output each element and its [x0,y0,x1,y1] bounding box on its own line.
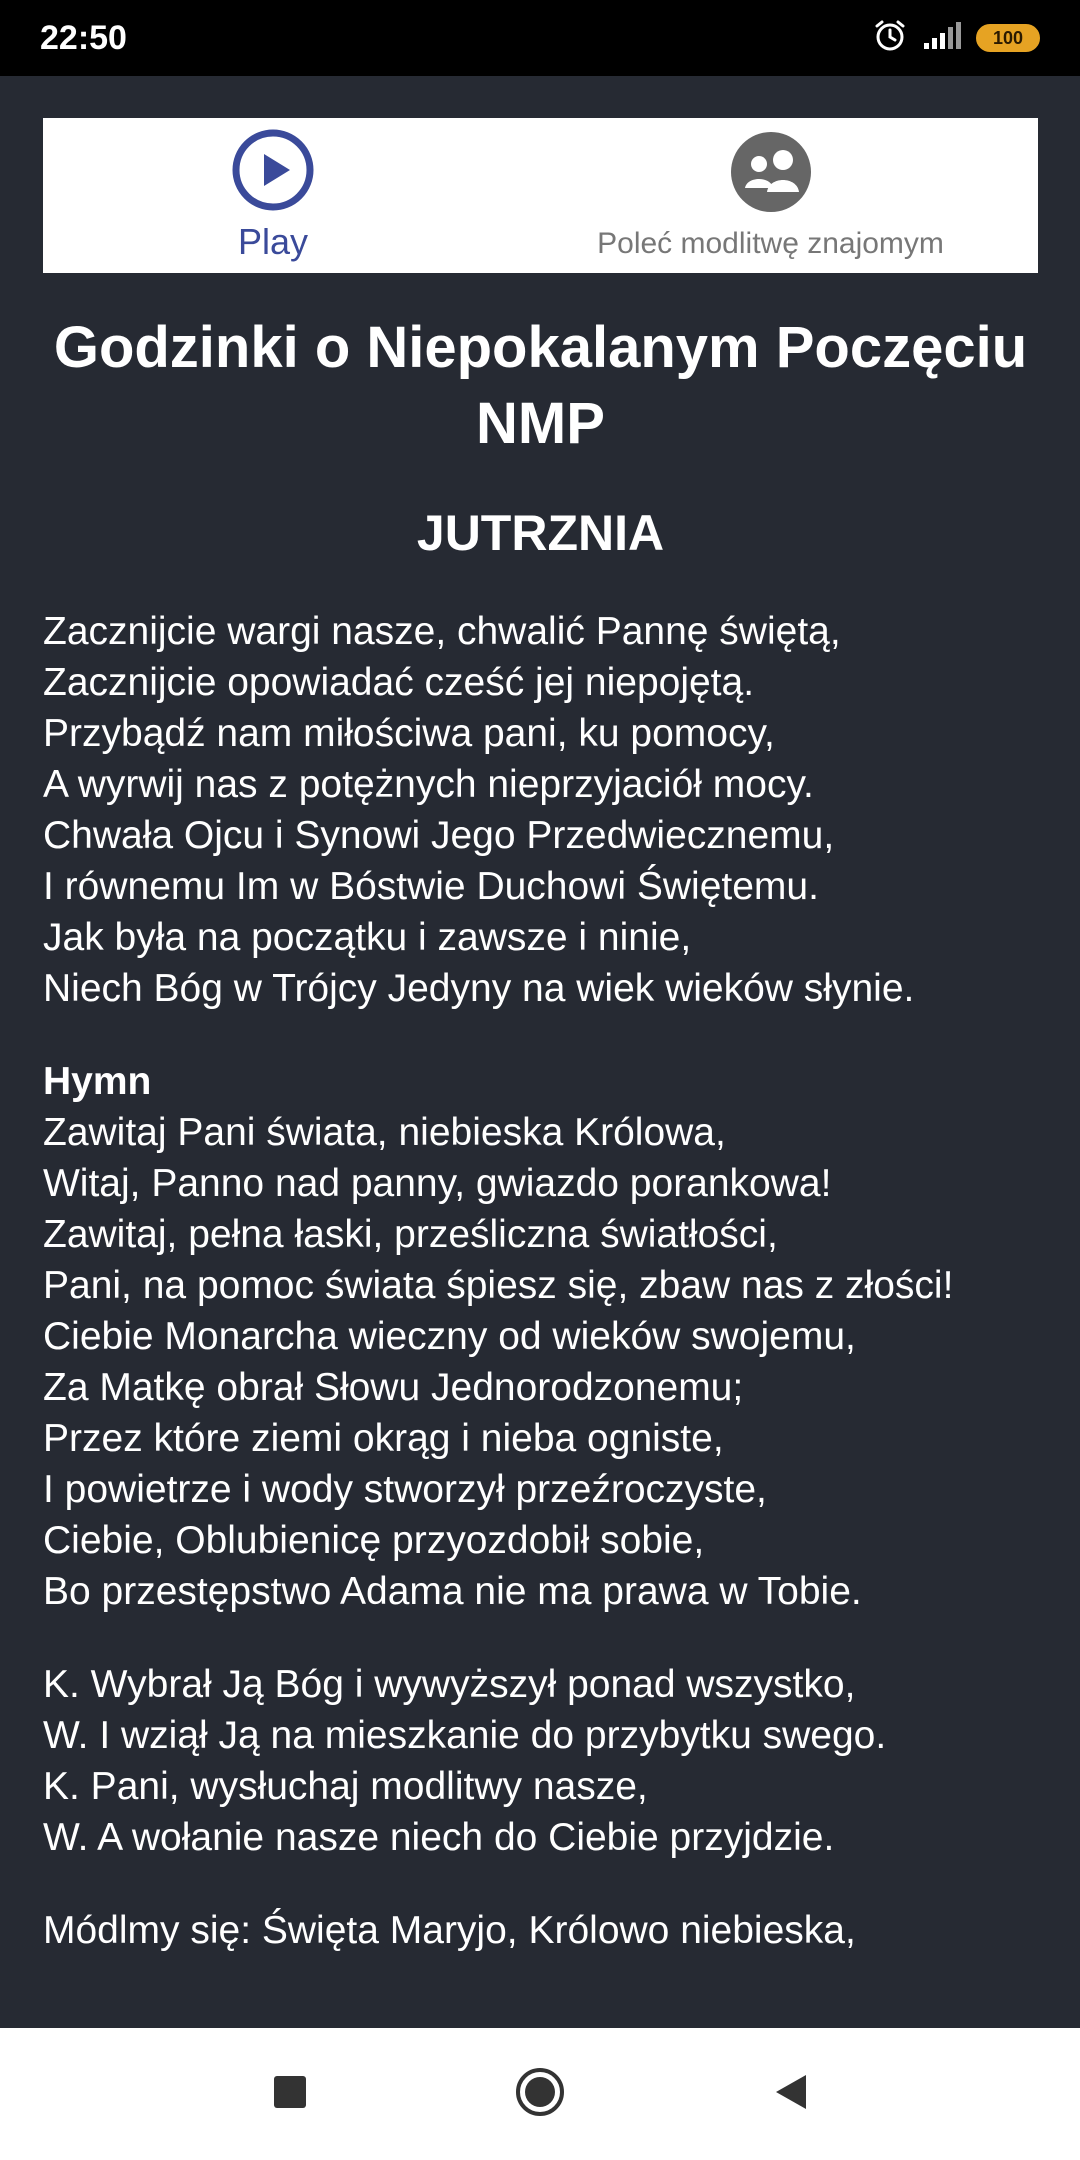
status-icons [872,18,1040,59]
prayer-content[interactable] [43,300,1038,2025]
home-button[interactable] [510,2064,570,2124]
recents-button[interactable] [260,2064,320,2124]
verse-line: Niech Bóg w Trójcy Jedyny na wiek wieków słynie. [43,967,915,1010]
verse-line: Witaj, Panno nad panny, gwiazdo porankowa! [43,1162,832,1205]
section-title: JUTRZNIA [416,505,665,561]
people-share-icon [729,130,813,219]
signal-icon [922,21,962,56]
versicle-line: W. I wziął Ją na mieszkanie do przybytku swego. [43,1714,887,1757]
hymn-stanza [43,1056,1038,1617]
status-time: 22:50 [40,18,127,57]
verse-line: Zawitaj Pani świata, niebieska Królowa, [43,1111,726,1154]
action-bar [43,118,1038,273]
home-circle-icon [514,2066,566,2123]
versicle-line: K. Pani, wysłuchaj modlitwy nasze, [43,1765,648,1808]
verse-line: Zacznijcie opowiadać cześć jej niepojętą. [43,661,755,704]
verse-line: Jak była na początku i zawsze i ninie, [43,916,692,959]
verse-line: Przez które ziemi okrąg i nieba ogniste, [43,1417,724,1460]
verse-line: Chwała Ojcu i Synowi Jego Przedwiecznemu, [43,814,835,857]
play-button[interactable] [43,118,503,273]
alarm-icon [872,18,908,59]
share-label: Poleć modlitwę znajomym [597,227,944,260]
system-nav-bar [0,2028,1080,2160]
verse-line: Zawitaj, pełna łaski, prześliczna światłości, [43,1213,778,1256]
verse-line: Zacznijcie wargi nasze, chwalić Pannę świętą, [43,610,841,653]
recents-square-icon [272,2074,308,2115]
versicle-line: W. A wołanie nasze niech do Ciebie przyjdzie. [43,1816,835,1859]
page-title: Godzinki o Niepokalanym Poczęciu NMP [53,315,1028,456]
verse-line: Bo przestępstwo Adama nie ma prawa w Tobie. [43,1570,862,1613]
verse-line: I powietrze i wody stworzył przeźroczyste, [43,1468,767,1511]
verse-line: Przybądź nam miłościwa pani, ku pomocy, [43,712,775,755]
prayer-line: Módlmy się: Święta Maryjo, Królowo niebieska, [43,1909,856,1952]
verse-line: Pani, na pomoc świata śpiesz się, zbaw nas z złości! [43,1264,954,1307]
share-prayer-button[interactable] [503,118,1038,273]
opening-stanza [43,606,1038,1014]
versicle-line: K. Wybrał Ją Bóg i wywyższył ponad wszystko, [43,1663,856,1706]
back-triangle-icon [772,2073,808,2116]
verse-line: Ciebie Monarcha wieczny od wieków swojemu, [43,1315,856,1358]
versicles-stanza [43,1659,1038,1863]
prayer-stanza [43,1905,1038,1956]
hymn-heading: Hymn [43,1060,152,1103]
play-label: Play [238,221,309,262]
back-button[interactable] [760,2064,820,2124]
verse-line: A wyrwij nas z potężnych nieprzyjaciół mocy. [43,763,814,806]
verse-line: Ciebie, Oblubienicę przyozdobił sobie, [43,1519,705,1562]
play-icon [231,128,315,217]
battery-icon: 100 [976,24,1040,52]
status-bar [0,0,1080,76]
verse-line: I równemu Im w Bóstwie Duchowi Świętemu. [43,865,819,908]
verse-line: Za Matkę obrał Słowu Jednorodzonemu; [43,1366,744,1409]
